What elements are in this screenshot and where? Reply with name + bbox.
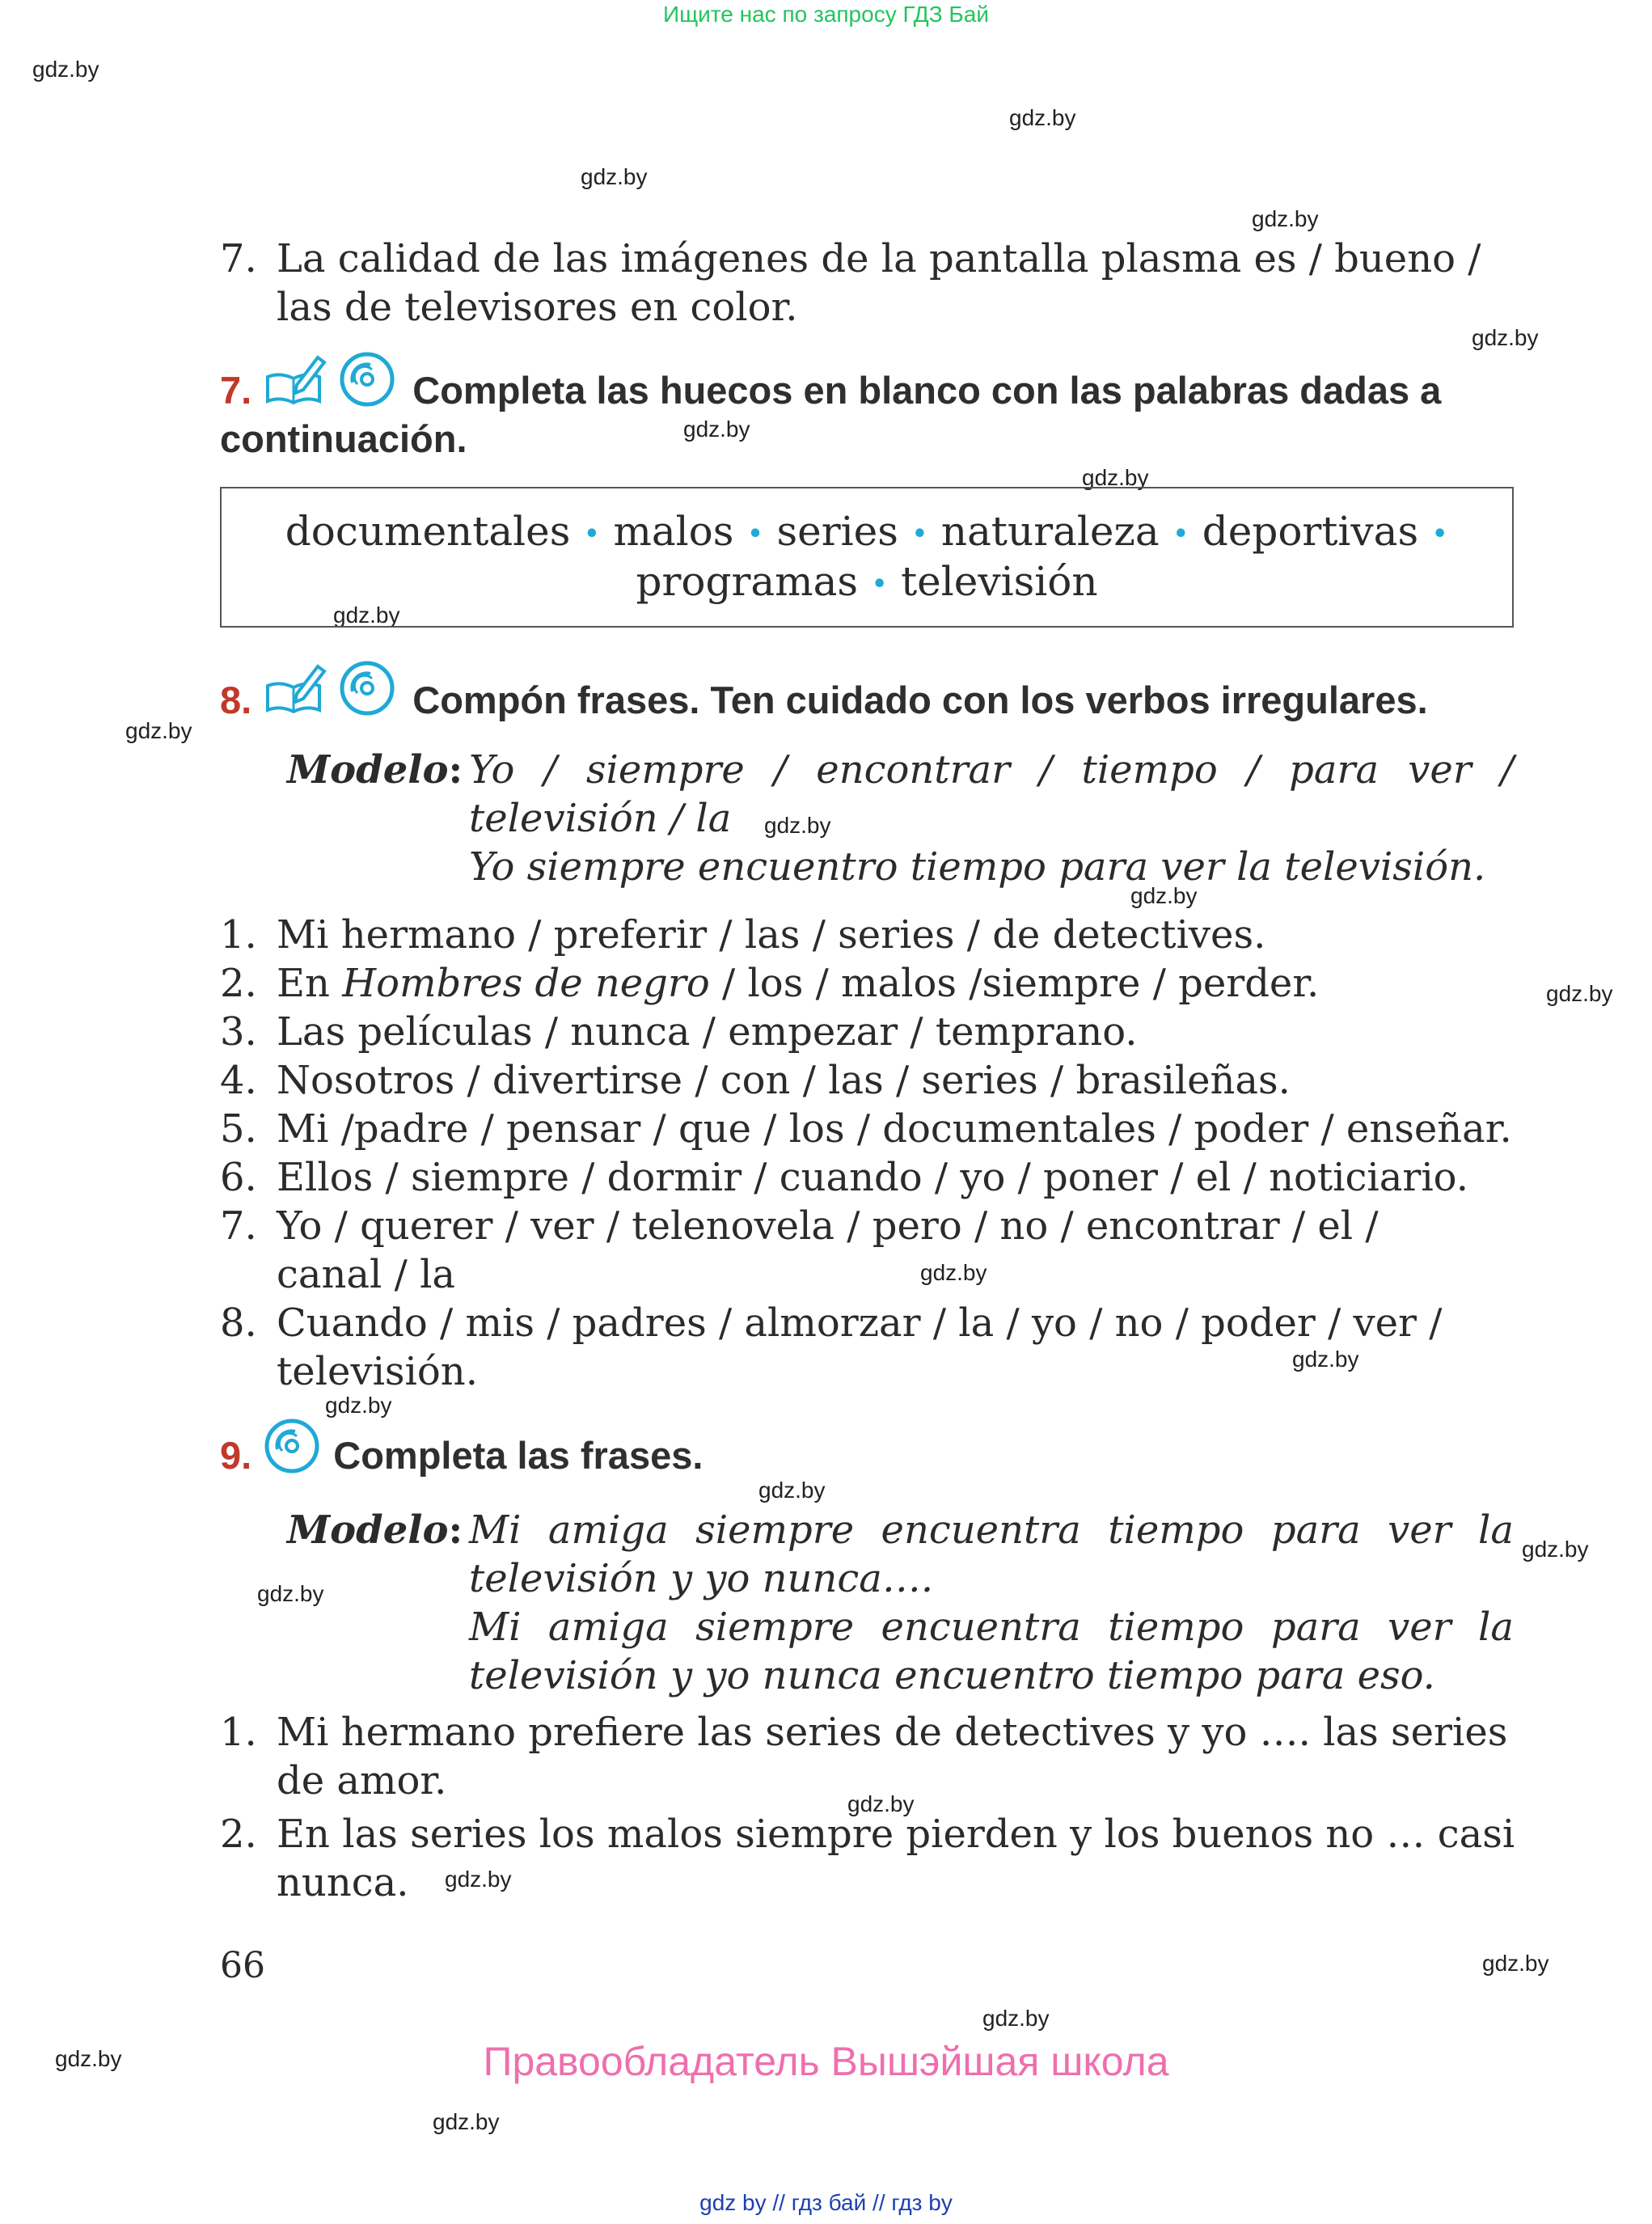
ex9-model-line-2: televisión y yo nunca….: [469, 1556, 934, 1601]
ex9-model: Modelo:: [287, 1507, 463, 1553]
word: malos: [613, 508, 734, 555]
word-bank-line-1: documentales • malos • series • naturaleza • deportivas •: [285, 508, 1449, 555]
watermark: gdz.by: [920, 1260, 987, 1285]
ex9-model-line-1: Mi amiga siempre encuentra tiempo para ver la: [469, 1507, 1514, 1553]
ex8-title: 8. Compón frases. Ten cuidado con los verbos irregulares.: [220, 679, 1428, 721]
audio-disc-icon: [263, 1417, 321, 1475]
watermark: gdz.by: [32, 57, 99, 82]
watermark: gdz.by: [1082, 465, 1149, 490]
ex9-item-cont: de amor.: [277, 1758, 447, 1803]
watermark: gdz.by: [764, 813, 831, 838]
word-bank-line-2: programas • televisión: [636, 558, 1098, 605]
ex9-model-answer-2: televisión y yo nunca encuentro tiempo para eso.: [469, 1653, 1435, 1698]
watermark: gdz.by: [1482, 1951, 1549, 1976]
watermark: gdz.by: [1292, 1347, 1359, 1372]
ex9-title: 9. Completa las frases.: [220, 1434, 703, 1477]
word: televisión: [901, 558, 1098, 605]
ex8-item: 8. Cuando / mis / padres / almorzar / la / yo / no / poder / ver /: [220, 1300, 1443, 1346]
watermark: gdz.by: [683, 416, 750, 442]
word: naturaleza: [940, 508, 1160, 555]
watermark: gdz.by: [1522, 1537, 1589, 1562]
watermark: gdz.by: [758, 1478, 826, 1503]
page-number: 66: [220, 1945, 265, 1986]
ex8-model-answer: Yo siempre encuentro tiempo para ver la televisión.: [469, 844, 1486, 890]
watermark: gdz.by: [1130, 883, 1198, 908]
ex8-item: 2. En Hombres de negro / los / malos /siempre / perder.: [220, 961, 1320, 1006]
ex6-item-7-cont: las de televisores en color.: [277, 285, 798, 330]
ex6-item-7: 7. La calidad de las imágenes de la pantalla plasma es / bueno /: [220, 236, 1481, 281]
ex8-item-cont: televisión.: [277, 1349, 478, 1394]
watermark: gdz.by: [445, 1867, 512, 1892]
ex9-item: 2. En las series los malos siempre pierden y los buenos no … casi: [220, 1812, 1515, 1857]
watermark: gdz.by: [1472, 325, 1539, 350]
ex8-model: Modelo:: [287, 747, 463, 793]
ex7-title-cont: continuación.: [220, 417, 467, 460]
watermark: gdz.by: [1009, 105, 1076, 130]
ex8-model-line-2: televisión / la: [469, 796, 732, 841]
top-banner: Ищите нас по запросу ГДЗ Бай: [662, 2, 990, 27]
watermark: gdz.by: [1252, 206, 1319, 231]
watermark: gdz.by: [257, 1581, 324, 1606]
word: deportivas: [1202, 508, 1419, 555]
ex8-item: 6. Ellos / siempre / dormir / cuando / yo / poner / el / noticiario.: [220, 1155, 1468, 1200]
audio-disc-icon: [338, 350, 396, 408]
footer-links[interactable]: gdz by // гдз бай // гдз by: [699, 2190, 953, 2215]
watermark: gdz.by: [125, 718, 192, 743]
ex8-model-line-1: Yo / siempre / encontrar / tiempo / para ver /: [469, 747, 1514, 793]
ex8-item-cont: canal / la: [277, 1252, 456, 1297]
watermark: gdz.by: [333, 603, 400, 628]
copyright-notice: Правообладатель Вышэйшая школа: [483, 2039, 1169, 2084]
ex8-item: 7. Yo / querer / ver / telenovela / pero / no / encontrar / el /: [220, 1203, 1379, 1249]
watermark: gdz.by: [325, 1393, 392, 1418]
watermark: gdz.by: [982, 2006, 1050, 2031]
word-bank-box: [220, 487, 1514, 628]
watermark: gdz.by: [581, 164, 648, 189]
ex8-item: 3. Las películas / nunca / empezar / temprano.: [220, 1009, 1138, 1055]
ex9-model-answer-1: Mi amiga siempre encuentra tiempo para ver la: [469, 1605, 1514, 1650]
word: series: [776, 508, 898, 555]
watermark: gdz.by: [847, 1791, 915, 1816]
audio-disc-icon: [338, 659, 396, 717]
watermark: gdz.by: [433, 2109, 500, 2134]
ex9-item-cont: nunca.: [277, 1860, 409, 1905]
ex7-title: 7. Completa las huecos en blanco con las palabras dadas a: [220, 369, 1442, 412]
ex8-item: 4. Nosotros / divertirse / con / las / series / brasileñas.: [220, 1058, 1291, 1103]
ex8-item: 5. Mi /padre / pensar / que / los / documentales / poder / enseñar.: [220, 1106, 1512, 1152]
watermark: gdz.by: [55, 2046, 122, 2071]
write-book-icon: [263, 662, 327, 717]
write-book-icon: [263, 353, 327, 408]
word: programas: [636, 558, 859, 605]
word: documentales: [285, 508, 571, 555]
ex8-item: 1. Mi hermano / preferir / las / series / de detectives.: [220, 912, 1266, 958]
ex9-item: 1. Mi hermano prefiere las series de detectives y yo …. las series: [220, 1710, 1508, 1755]
watermark: gdz.by: [1546, 981, 1613, 1006]
